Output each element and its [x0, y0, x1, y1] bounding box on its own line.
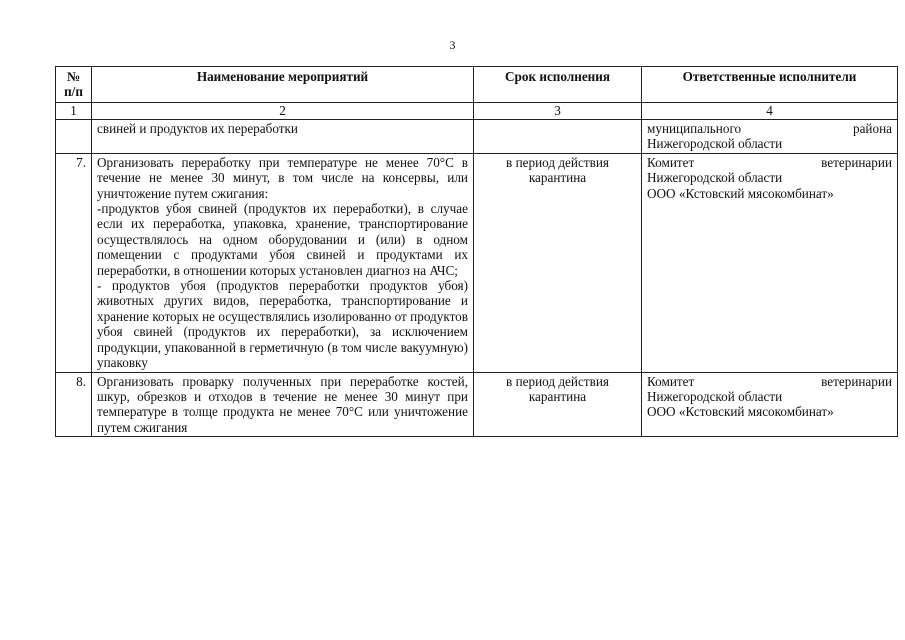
header-name: Наименование мероприятий — [92, 67, 474, 103]
column-number: 4 — [642, 103, 898, 120]
column-number: 1 — [56, 103, 92, 120]
header-deadline: Срок исполнения — [474, 67, 642, 103]
table-header-row — [56, 67, 898, 103]
table-row — [56, 372, 898, 437]
measure-paragraph: -продуктов убоя свиней (продуктов их переработки), в случае если их переработка, упаковка, хранение, транспортирование осуществлялось на одном оборудовании и (или) в одном помещении с продуктами убоя свиней и продуктами их переработки, в отношении которых установлен диагноз на АЧС; — [97, 201, 468, 278]
responsible-line: Нижегородской области — [647, 170, 783, 186]
deadline-text: в период действия карантина — [474, 153, 642, 372]
measure-paragraph: свиней и продуктов их переработки — [97, 121, 298, 136]
responsible-text — [642, 372, 898, 437]
responsible-line: Нижегородской области — [647, 388, 783, 404]
measure-paragraph: - продуктов убоя (продуктов переработки продуктов убоя) животных других видов, переработка, транспортирование и хранение которых не осуществлялись изолированно от продуктов убоя свиней (продуктов их переработки), за исключением продукции, упакованной в герметичную (в том числе вакуумную) упаковку — [97, 278, 468, 371]
column-number-row — [56, 103, 898, 120]
measure-paragraph: Организовать переработку при температуре не менее 70°С в течение не менее 30 минут, в том числе на консервы, или уничтожение путем сжигания: — [97, 154, 468, 201]
deadline-text — [474, 120, 642, 154]
column-number: 3 — [474, 103, 642, 120]
header-num: № п/п — [56, 67, 92, 103]
responsible-line: Комитет ветеринарии — [647, 154, 892, 170]
table-row — [56, 153, 898, 372]
measure-text — [92, 153, 474, 372]
table-row — [56, 120, 898, 154]
measure-text — [92, 120, 474, 154]
responsible-text — [642, 153, 898, 372]
page-number: 3 — [449, 38, 456, 52]
row-number — [56, 120, 92, 154]
deadline-text: в период действия карантина — [474, 372, 642, 437]
responsible-line: Нижегородской области — [647, 136, 783, 152]
responsible-line: муниципального района — [647, 121, 892, 136]
column-number: 2 — [92, 103, 474, 120]
measure-text — [92, 372, 474, 437]
responsible-line: Комитет ветеринарии — [647, 373, 892, 389]
responsible-line: ООО «Кстовский мясокомбинат» — [647, 404, 834, 420]
responsible-line: ООО «Кстовский мясокомбинат» — [647, 185, 834, 201]
row-number: 7. — [56, 153, 92, 372]
measure-paragraph: Организовать проварку полученных при переработке костей, шкур, обрезков и отходов в течение не менее 30 минут при температуре в толще продукта не менее 70°С или уничтожение путем сжигания — [97, 373, 468, 435]
header-responsible: Ответственные исполнители — [642, 67, 898, 103]
responsible-text — [642, 120, 898, 154]
row-number: 8. — [56, 372, 92, 437]
measures-table — [55, 66, 898, 437]
